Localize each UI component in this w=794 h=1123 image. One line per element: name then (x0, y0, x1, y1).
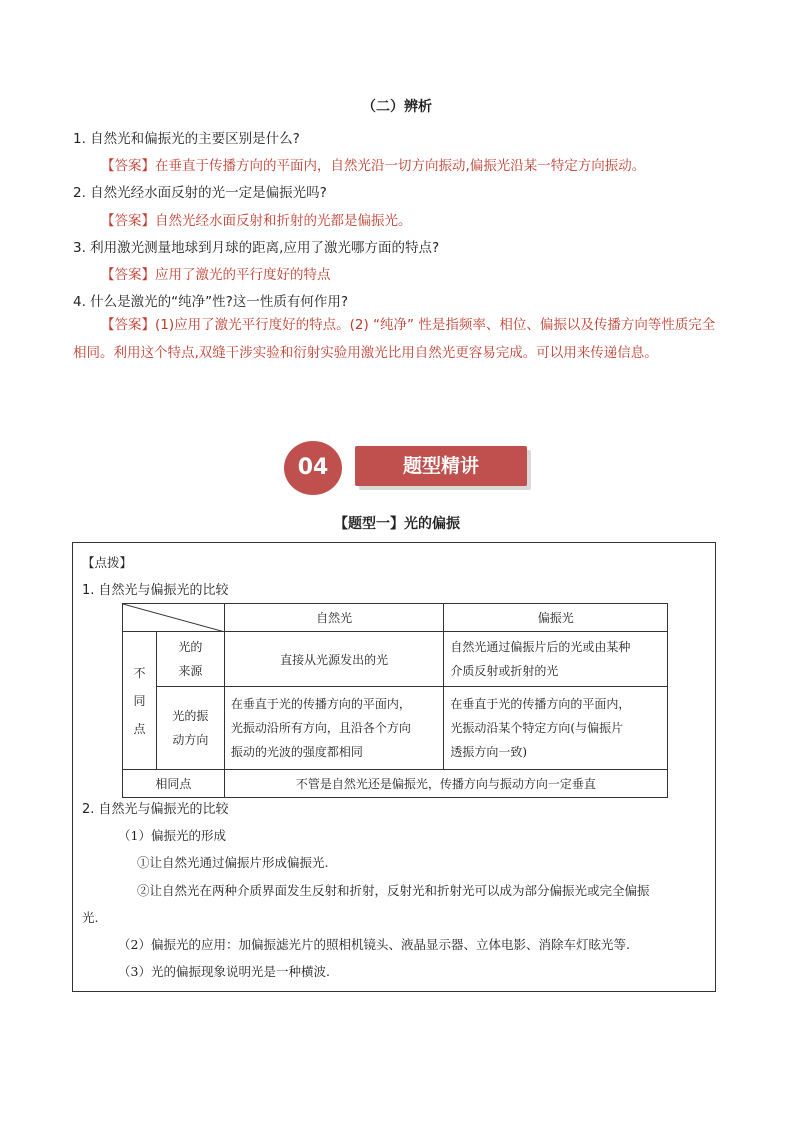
para-1b-cont: 光. (82, 910, 99, 925)
para-3: （3）光的偏振现象说明光是一种横波. (118, 964, 330, 979)
question-2: 2. 自然光经水面反射的光一定是偏振光吗? (73, 185, 327, 201)
row1-label-line: 光的 (178, 640, 203, 654)
row1-polarized-line: 自然光通过偏振片后的光或由某种 (450, 640, 631, 654)
answer-2 (101, 209, 412, 229)
para-2: （2）偏振光的应用：加偏振滤光片的照相机镜头、液晶显示器、立体电影、消除车灯眩光等. (118, 937, 630, 952)
row2-natural-line: 在垂直于光的传播方向的平面内， (230, 697, 411, 711)
same-label: 相同点 (123, 770, 225, 798)
answer-text: 在垂直于传播方向的平面内，自然光沿一切方向振动,偏振光沿某一特定方向振动。 (155, 158, 646, 174)
question-1: 1. 自然光和偏振光的主要区别是什么? (73, 131, 300, 147)
question-4: 4. 什么是激光的“纯净”性?这一性质有何作用? (73, 294, 348, 310)
row1-polarized (444, 632, 668, 687)
row2-polarized-line: 透振方向一致) (450, 745, 528, 759)
heading-1: 1. 自然光与偏振光的比较 (82, 583, 229, 598)
row1-label (156, 632, 224, 687)
row2-natural-line: 光振动沿所有方向，且沿各个方向 (230, 721, 411, 735)
row2-polarized-line: 在垂直于光的传播方向的平面内， (450, 697, 631, 711)
answer-4 (73, 311, 723, 367)
col-natural: 自然光 (224, 604, 444, 632)
answer-3 (101, 263, 331, 283)
answer-tag: 【答案】 (101, 317, 155, 333)
tip-label: 【点拨】 (82, 555, 133, 570)
row2-label (156, 687, 224, 770)
question-3: 3. 利用激光测量地球到月球的距离,应用了激光哪方面的特点? (73, 240, 440, 256)
answer-text: 应用了激光的平行度好的特点 (155, 267, 331, 283)
answer-1 (101, 154, 645, 174)
row2-label-line: 光的振 (172, 709, 209, 723)
banner-number: 04 (284, 441, 342, 495)
comparison-table (122, 603, 668, 798)
banner-label: 题型精讲 (355, 446, 527, 486)
heading-2: 2. 自然光与偏振光的比较 (82, 802, 229, 817)
answer-text: 自然光经水面反射和折射的光都是偏振光。 (155, 213, 412, 229)
diff-label (123, 632, 157, 770)
answer-tag: 【答案】 (101, 267, 155, 283)
row1-polarized-line: 介质反射或折射的光 (450, 664, 559, 678)
type-title: 【题型一】光的偏振 (334, 516, 460, 532)
row2-polarized (444, 687, 668, 770)
para-1a: ①让自然光通过偏振片形成偏振光. (137, 855, 329, 870)
diagonal-header-cell (123, 604, 225, 632)
row2-label-line: 动方向 (172, 733, 209, 747)
answer-text: (1)应用了激光平行度好的特点。(2) “纯净” 性是指频率、相位、偏振以及传播方向等性质完全相同。利用这个特点,双缝干涉实验和衍射实验用激光比用自然光更容易完成。可以用来传递信息。 (73, 317, 716, 361)
col-polarized: 偏振光 (444, 604, 668, 632)
para-1: （1）偏振光的形成 (118, 828, 226, 843)
row1-label-line: 来源 (178, 664, 203, 678)
diff-char: 点 (133, 721, 146, 736)
answer-tag: 【答案】 (101, 158, 155, 174)
row1-natural: 直接从光源发出的光 (224, 632, 444, 687)
diff-char: 同 (133, 693, 146, 708)
row2-polarized-line: 光振动沿某个特定方向(与偏振片 (450, 721, 624, 735)
diff-char: 不 (133, 665, 146, 680)
para-1b: ②让自然光在两种介质界面发生反射和折射，反射光和折射光可以成为部分偏振光或完全偏振 (137, 883, 650, 898)
row2-natural-line: 振动的光波的强度都相同 (230, 745, 363, 759)
row2-natural (224, 687, 444, 770)
section-title: （二）辨析 (362, 99, 432, 115)
same-text: 不管是自然光还是偏振光，传播方向与振动方向一定垂直 (224, 770, 667, 798)
answer-tag: 【答案】 (101, 213, 155, 229)
diagonal-line (123, 604, 225, 632)
